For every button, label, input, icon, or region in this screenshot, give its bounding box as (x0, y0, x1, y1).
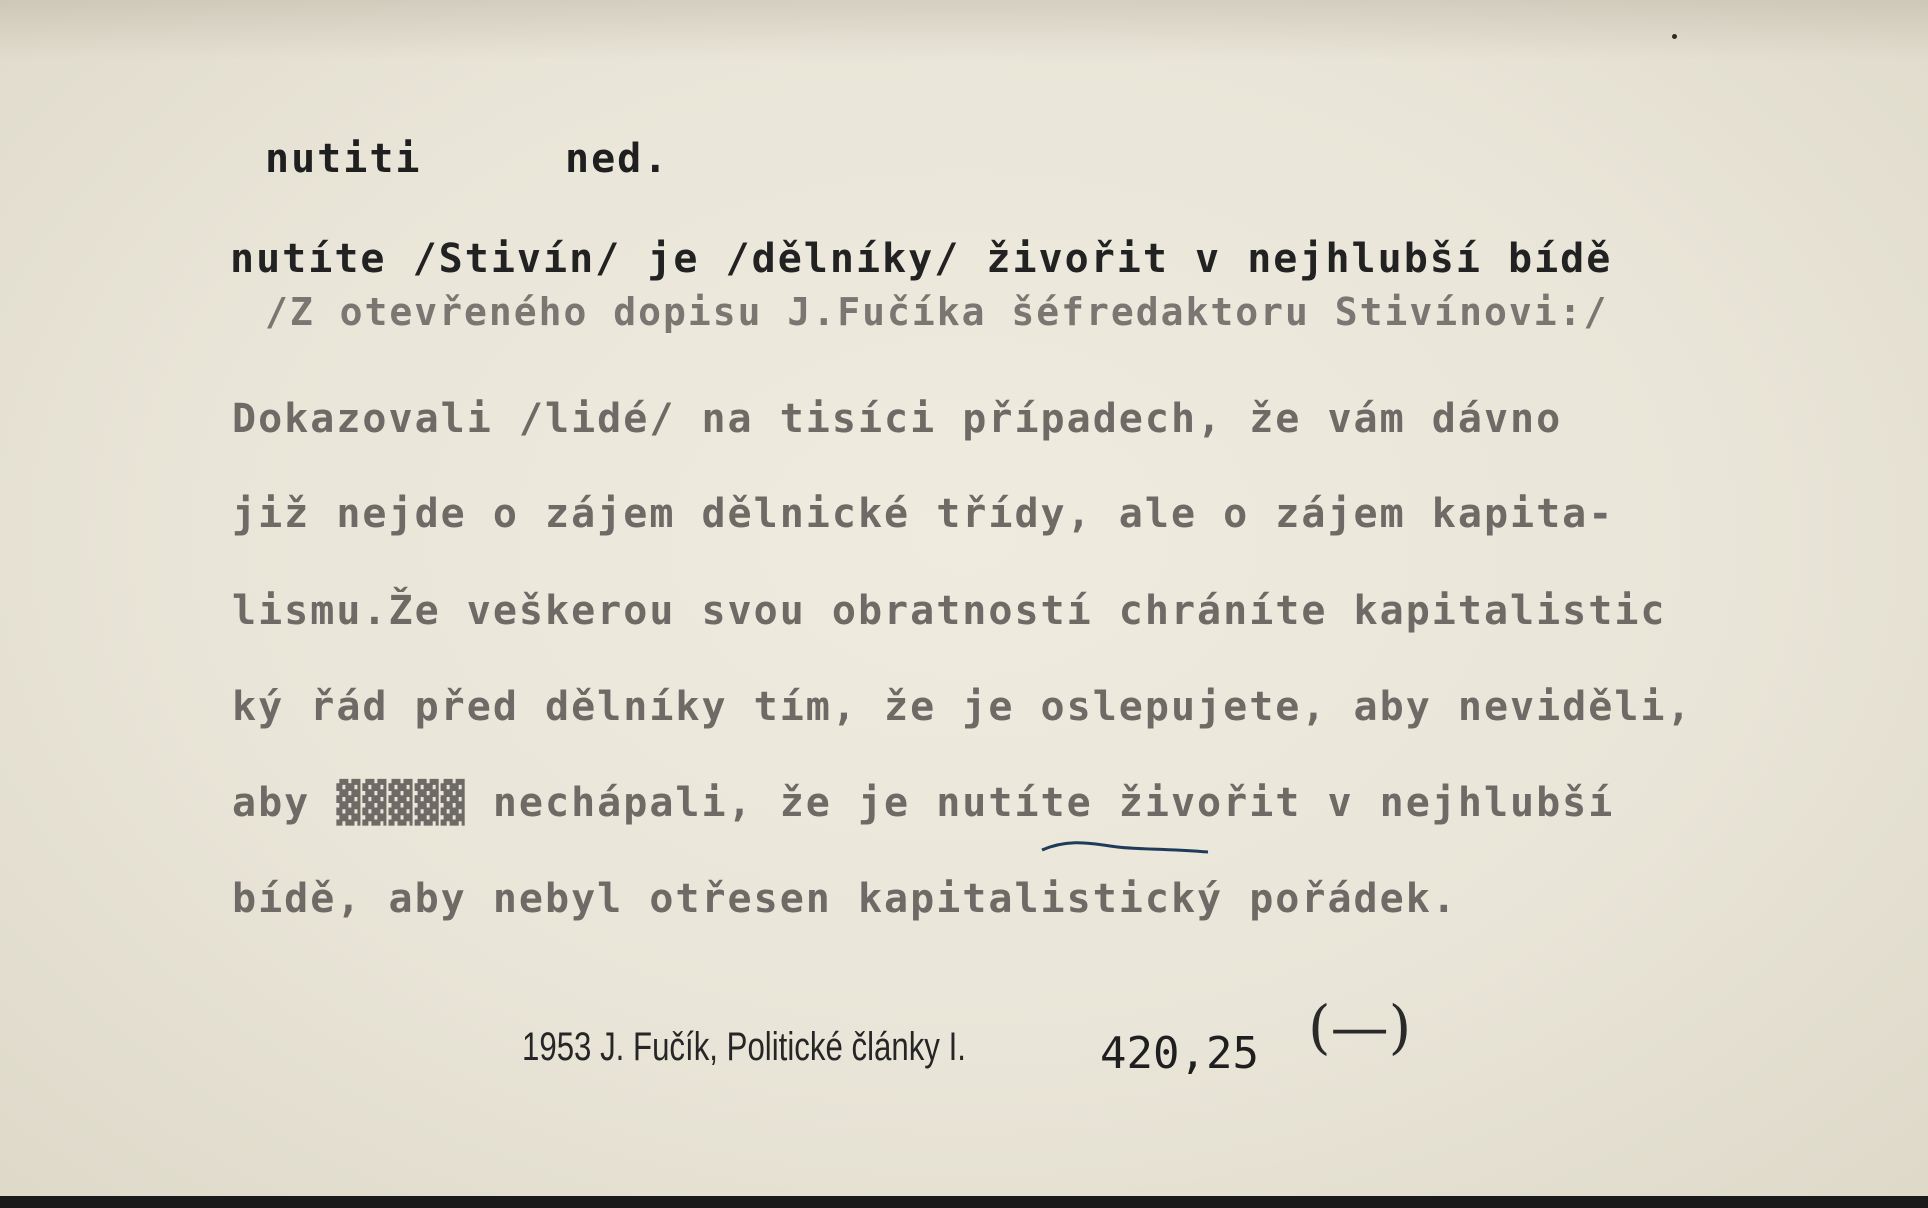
scan-border (0, 1196, 1928, 1208)
quote-line: již nejde o zájem dělnické třídy, ale o zájem kapita- (232, 491, 1615, 537)
source-note: /Z otevřeného dopisu J.Fučíka šéfredaktoru Stivínovi:/ (265, 290, 1609, 334)
ink-spot (1672, 34, 1677, 39)
wavy-underline-mark (1040, 838, 1210, 860)
source-citation: 1953 J. Fučík, Politické články I. (522, 1025, 966, 1069)
handwritten-mark: (—) (1308, 993, 1412, 1061)
quote-line: lismu.Že veškerou svou obratností chráníte kapitalistic (232, 588, 1667, 634)
quote-line: ký řád před dělníky tím, že je oslepujete, aby neviděli, (232, 684, 1693, 730)
quote-line: aby ▓▓▓▓▓ nechápali, že je nutíte živořit v nejhlubší (232, 780, 1615, 826)
part-of-speech: ned. (565, 136, 670, 182)
card-top-shadow (0, 0, 1928, 60)
citation-location: 420,25 (1100, 1028, 1259, 1079)
example-sentence: nutíte /Stivín/ je /dělníky/ živořit v nejhlubší bídě (230, 236, 1613, 282)
headword: nutiti (265, 136, 422, 182)
quote-line: Dokazovali /lidé/ na tisíci případech, že vám dávno (232, 396, 1563, 442)
quote-line: bídě, aby nebyl otřesen kapitalistický pořádek. (232, 876, 1458, 922)
